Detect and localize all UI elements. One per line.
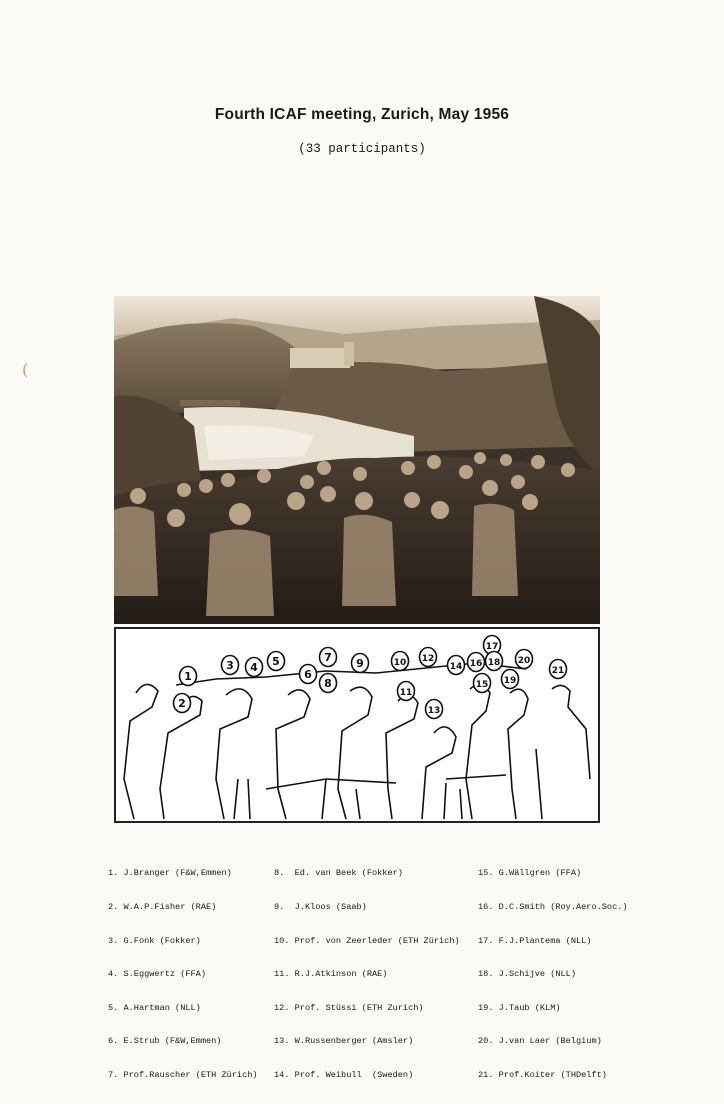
legend-entry: 5. A.Hartman (NLL) (108, 1002, 201, 1013)
legend-entry: 15. G.Wällgren (FFA) (478, 868, 582, 879)
sketch-number-13 (426, 700, 443, 719)
sketch-number-18 (486, 652, 503, 671)
bridge (180, 400, 240, 406)
sketch-number-20 (516, 650, 533, 669)
sketch-number-14 (448, 656, 465, 675)
sketch-number-12 (420, 648, 437, 667)
group-photograph (114, 296, 600, 624)
legend-entry: 16. D.C.Smith (Roy.Aero.Soc.) (478, 902, 628, 912)
legend-entry: 7. Prof.Rauscher (ETH Zürich) (108, 1069, 258, 1080)
svg-text:4: 4 (250, 661, 258, 674)
svg-text:10: 10 (393, 658, 407, 668)
sketch-number-21 (550, 660, 567, 679)
svg-text:11: 11 (399, 688, 413, 698)
svg-text:19: 19 (503, 676, 517, 686)
svg-text:13: 13 (427, 706, 441, 716)
legend-entry: 13. W.Russenberger (Amsler) (274, 1036, 414, 1047)
svg-text:12: 12 (421, 654, 435, 664)
sketch-number-4 (246, 658, 263, 677)
legend-entry: 4. S.Eggwertz (FFA) (108, 969, 206, 980)
legend-entry: 11. R.J.Atkinson (RAE) (274, 969, 388, 980)
sketch-number-9 (352, 654, 369, 673)
legend-column-1 (108, 846, 258, 1104)
sketch-number-7 (320, 648, 337, 667)
svg-text:8: 8 (324, 677, 332, 690)
svg-text:17: 17 (485, 642, 499, 652)
sketch-number-8 (320, 674, 337, 693)
legend-entry: 1. J.Branger (F&W,Emmen) (108, 868, 232, 879)
svg-text:9: 9 (356, 657, 364, 670)
legend-entry: 2. W.A.P.Fisher (RAE) (108, 902, 217, 912)
svg-text:3: 3 (226, 659, 234, 672)
castle (290, 348, 350, 368)
legend-entry: 6. E.Strub (F&W,Emmen) (108, 1036, 222, 1047)
legend-entry: 9. J.Kloos (Saab) (274, 902, 367, 912)
legend-entry: 8. Ed. van Beek (Fokker) (274, 868, 403, 879)
legend-column-3 (478, 846, 628, 1104)
sketch-number-6 (300, 665, 317, 684)
legend-entry: 3. G.Fonk (Fokker) (108, 935, 201, 946)
page-title: Fourth ICAF meeting, Zurich, May 1956 (214, 106, 510, 123)
sketch-number-5 (268, 652, 285, 671)
participant-count: (33 participants) (298, 142, 426, 156)
legend-entry: 21. Prof.Koiter (THDelft) (478, 1069, 607, 1080)
identification-sketch (114, 627, 600, 823)
sketch-number-1 (180, 667, 197, 686)
legend-entry: 12. Prof. Stüssi (ETH Zurich) (274, 1002, 424, 1013)
legend-entry: 14. Prof. Weibull (Sweden) (274, 1069, 414, 1080)
svg-text:5: 5 (272, 655, 280, 668)
svg-text:7: 7 (324, 651, 332, 664)
sketch-outlines (124, 663, 590, 819)
svg-text:2: 2 (178, 697, 186, 710)
sketch-number-16 (468, 653, 485, 672)
svg-text:1: 1 (184, 670, 192, 683)
legend-entry: 19. J.Taub (KLM) (478, 1002, 561, 1013)
sketch-number-2 (174, 694, 191, 713)
sketch-number-11 (398, 682, 415, 701)
margin-pencil-mark: ( (22, 360, 29, 379)
sketch-number-10 (392, 652, 409, 671)
svg-text:20: 20 (517, 656, 531, 666)
legend-entry: 20. J.van Laer (Belgium) (478, 1036, 602, 1047)
svg-text:15: 15 (475, 680, 489, 690)
sketch-number-19 (502, 670, 519, 689)
svg-text:6: 6 (304, 668, 312, 681)
svg-text:14: 14 (449, 662, 463, 672)
svg-text:18: 18 (487, 658, 501, 668)
legend-entry: 18. J.Schijve (NLL) (478, 969, 576, 980)
sketch-number-3 (222, 656, 239, 675)
legend-entry: 10. Prof. von Zeerleder (ETH Zürich) (274, 935, 460, 946)
svg-text:16: 16 (469, 659, 483, 669)
legend-column-2 (274, 846, 460, 1104)
legend-entry: 17. F.J.Plantema (NLL) (478, 935, 592, 946)
svg-text:21: 21 (551, 666, 565, 676)
sketch-number-15 (474, 674, 491, 693)
